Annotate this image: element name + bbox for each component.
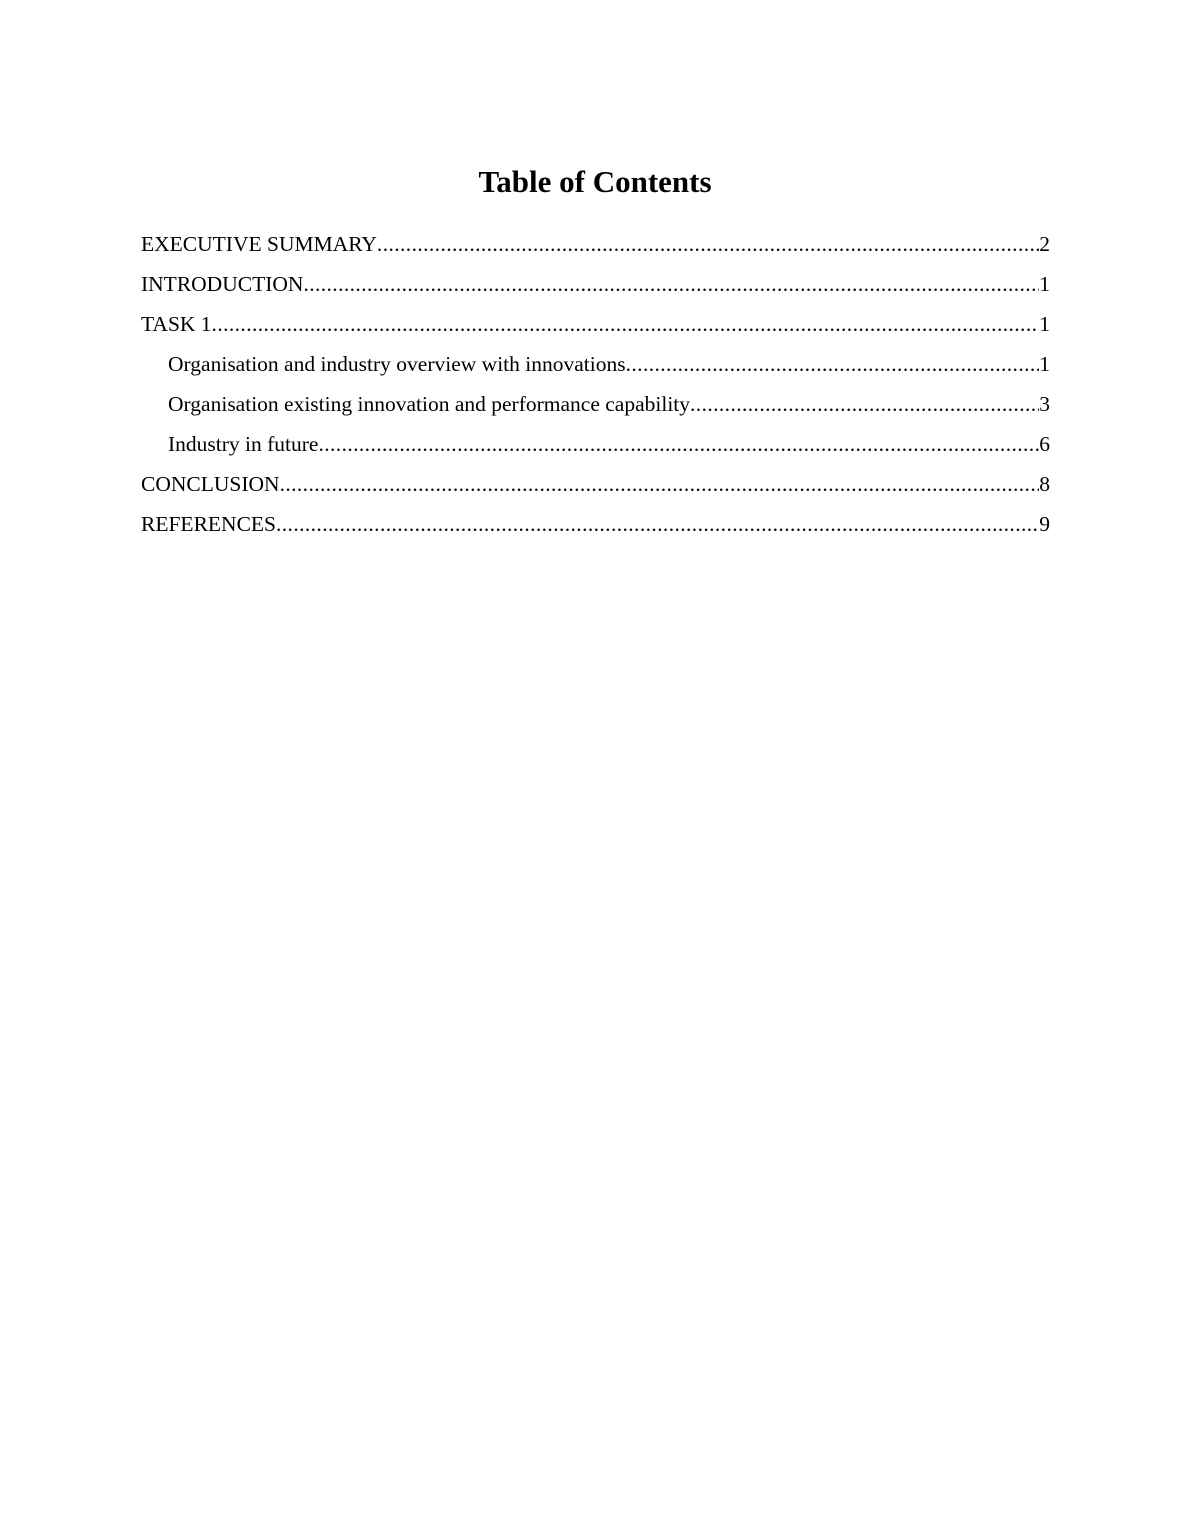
toc-entry-references[interactable] bbox=[141, 504, 1050, 544]
toc-entry-page-number: 3 bbox=[1039, 392, 1050, 416]
toc-list bbox=[141, 224, 1050, 544]
toc-entry-label: Industry in future bbox=[168, 432, 319, 456]
toc-dot-leader bbox=[626, 344, 1040, 384]
toc-entry-page-number: 1 bbox=[1039, 352, 1050, 376]
toc-entry-organisation-industry-overview[interactable] bbox=[141, 344, 1050, 384]
toc-entry-page-number: 2 bbox=[1039, 232, 1050, 256]
toc-entry-page-number: 9 bbox=[1039, 512, 1050, 536]
toc-entry-label: REFERENCES bbox=[141, 512, 276, 536]
toc-title: Table of Contents bbox=[478, 164, 712, 199]
toc-entry-label: TASK 1 bbox=[141, 312, 212, 336]
toc-entry-organisation-existing-innovation[interactable] bbox=[141, 384, 1050, 424]
toc-entry-label: CONCLUSION bbox=[141, 472, 280, 496]
toc-dot-leader bbox=[318, 424, 1039, 464]
toc-entry-page-number: 1 bbox=[1039, 272, 1050, 296]
toc-dot-leader bbox=[690, 384, 1039, 424]
toc-entry-conclusion[interactable] bbox=[141, 464, 1050, 504]
toc-dot-leader bbox=[377, 224, 1039, 264]
toc-entry-label: Organisation and industry overview with innovations bbox=[168, 352, 626, 376]
toc-entry-page-number: 8 bbox=[1039, 472, 1050, 496]
toc-dot-leader bbox=[276, 504, 1039, 544]
toc-entry-executive-summary[interactable] bbox=[141, 224, 1050, 264]
toc-entry-page-number: 6 bbox=[1039, 432, 1050, 456]
toc-entry-label: EXECUTIVE SUMMARY bbox=[141, 232, 377, 256]
toc-entry-industry-in-future[interactable] bbox=[141, 424, 1050, 464]
toc-dot-leader bbox=[303, 264, 1039, 304]
toc-entry-label: INTRODUCTION bbox=[141, 272, 304, 296]
toc-entry-introduction[interactable] bbox=[141, 264, 1050, 304]
toc-entry-task-1[interactable] bbox=[141, 304, 1050, 344]
toc-dot-leader bbox=[212, 304, 1040, 344]
toc-entry-label: Organisation existing innovation and performance capability bbox=[168, 392, 691, 416]
toc-dot-leader bbox=[280, 464, 1040, 504]
toc-entry-page-number: 1 bbox=[1039, 312, 1050, 336]
